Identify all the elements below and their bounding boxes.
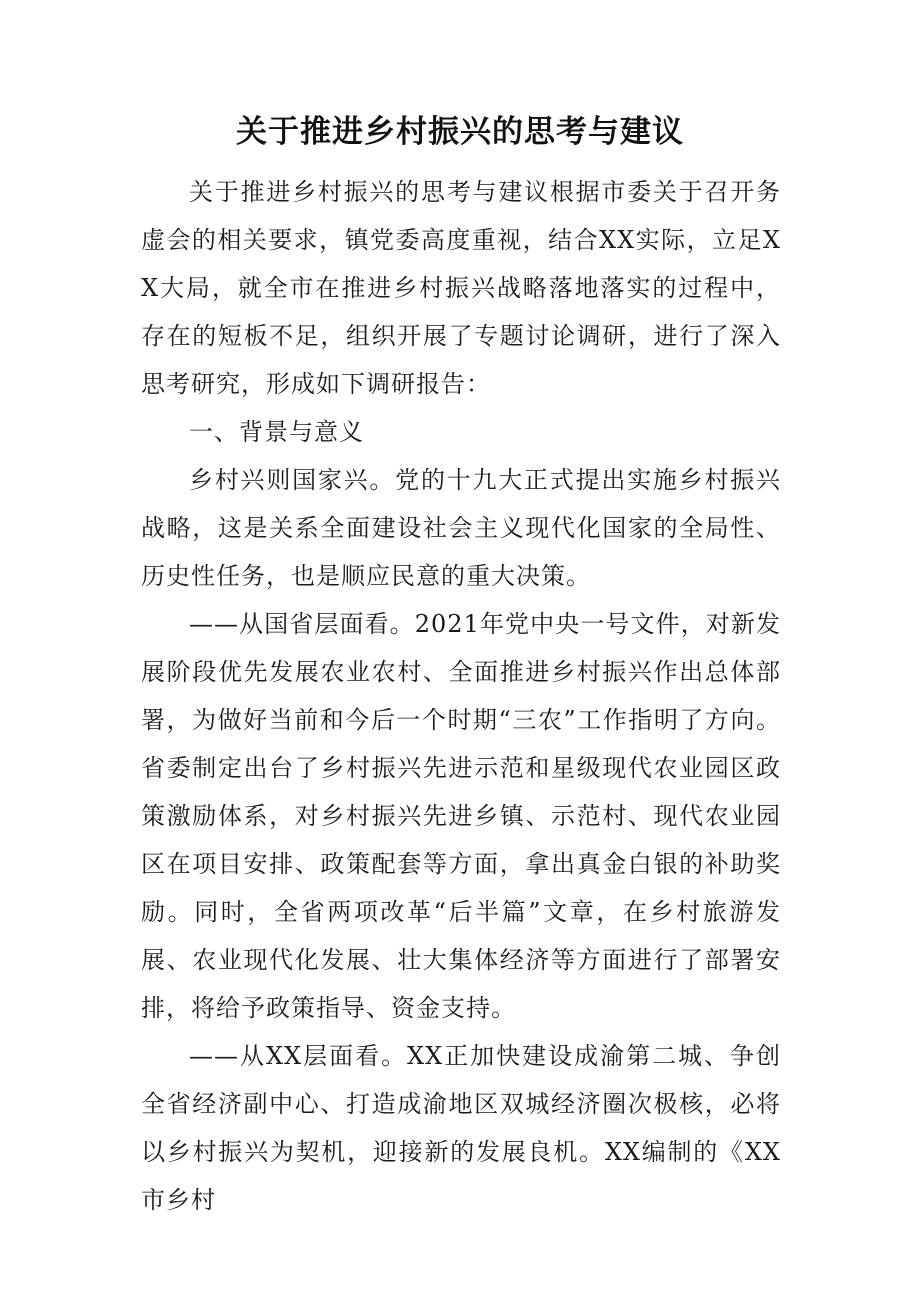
document-body: [141, 168, 781, 1224]
paragraph-rural-revitalization: 乡村兴则国家兴。党的十九大正式提出实施乡村振兴战略，这是关系全面建设社会主义现代化国家的全局性、历史性任务，也是顺应民意的重大决策。: [141, 466, 781, 590]
paragraph-xx-level: ——从XX层面看。XX正加快建设成渝第二城、争创全省经济副中心、打造成渝地区双城经济圈次极核，必将以乡村振兴为契机，迎接新的发展良机。XX编制的《XX市乡村: [141, 1042, 781, 1214]
paragraph-national-provincial: ——从国省层面看。2021年党中央一号文件，对新发展阶段优先发展农业农村、全面推进乡村振兴作出总体部署，为做好当前和今后一个时期“三农”工作指明了方向。省委制定出台了乡村振兴先进示范和星级现代农业园区政策激励体系，对乡村振兴先进乡镇、示范村、现代农业园区在项目安排、政策配套等方面，拿出真金白银的补助奖励。同时，全省两项改革“后半篇”文章，在乡村旅游发展、农业现代化发展、壮大集体经济等方面进行了部署安排，将给予政策指导、资金支持。: [141, 610, 781, 1022]
section-heading-background: 一、背景与意义: [189, 418, 364, 446]
document-title: 关于推进乡村振兴的思考与建议: [236, 114, 684, 150]
paragraph-intro: 关于推进乡村振兴的思考与建议根据市委关于召开务虚会的相关要求，镇党委高度重视，结合XX实际，立足XX大局，就全市在推进乡村振兴战略落地落实的过程中，存在的短板不足，组织开展了专题讨论调研，进行了深入思考研究，形成如下调研报告：: [141, 178, 781, 398]
